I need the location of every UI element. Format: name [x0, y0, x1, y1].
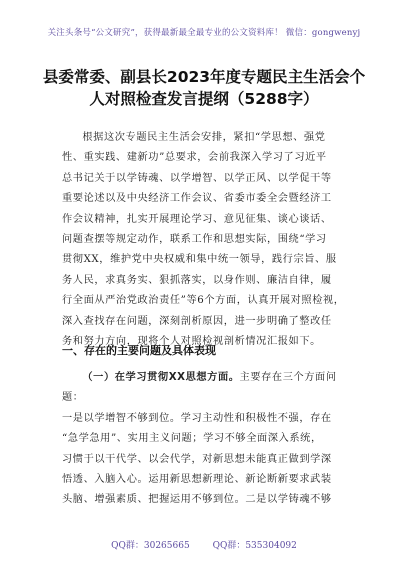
intro-line: 务和努力方向，现将个人对照检视剖析情况汇报如下。 [62, 336, 321, 348]
subsection-line: 头脑、增强素质、把握运用不够到位。二是以学铸魂不够 [62, 494, 332, 506]
footer-qq-group-2: QQ群：535304092 [212, 541, 297, 551]
intro-line: 根据这次专题民主生活会安排，紧扣“学思想、强党 [82, 132, 326, 143]
intro-line: 重要论述以及中央经济工作会议、省委市委全会暨经济工 [62, 193, 332, 205]
section-heading: 一、存在的主要问题及具体表现 [62, 344, 216, 357]
intro-line: 务人民，求真务实、狠抓落实，以身作则、廉洁自律，履 [62, 274, 332, 286]
footer-qq-group-1: QQ群：30265665 [111, 541, 190, 551]
header-note: 关注头条号“公文研究”，获得最新最全最专业的公文资料库！ 微信：gongwenyj [47, 28, 361, 38]
subsection-line: “急学急用”、实用主义问题；学习不够全面深入系统， [62, 433, 322, 445]
subsection-line: 习惯于以干代学、以会代学，对新思想未能真正做到学深 [62, 453, 332, 465]
subsection-first-text: 主要存在三个方面问题： [62, 372, 337, 404]
intro-line: 性、重实践、建新功”总要求，会前我深入学习了习近平 [62, 152, 327, 164]
intro-line: 深入查找存在问题，深刻剖析原因，进一步明确了整改任 [62, 315, 332, 327]
footer [0, 538, 408, 551]
document-title: 县委常委、副县长2023年度专题民主生活会个人对照检查发言提纲（5288字） [42, 68, 366, 108]
intro-line: 行全面从严治党政治责任”等6个方面，认真开展对照检视， [62, 295, 345, 307]
subsection-title: （一）在学习贯彻XX思想方面。 [82, 372, 240, 383]
subsection-line: 一是以学增智不够到位。学习主动性和积极性不强，存在 [62, 412, 332, 424]
intro-line: 贯彻XX，维护党中央权威和集中统一领导，践行宗旨、服 [62, 254, 337, 266]
intro-line: 总书记关于以学铸魂、以学增智、以学正风、以学促干等 [62, 172, 332, 184]
subsection-first-line [62, 368, 358, 409]
intro-line: 问题查摆等规定动作，联系工作和思想实际，围绕“学习 [62, 234, 327, 246]
subsection-block [62, 368, 358, 511]
intro-line: 作会议精神，扎实开展理论学习、意见征集、谈心谈话、 [62, 213, 332, 225]
intro-paragraph [62, 128, 358, 352]
subsection-line: 悟透、入脑入心。运用新思想新理论、新论断新要求武装 [62, 474, 332, 486]
